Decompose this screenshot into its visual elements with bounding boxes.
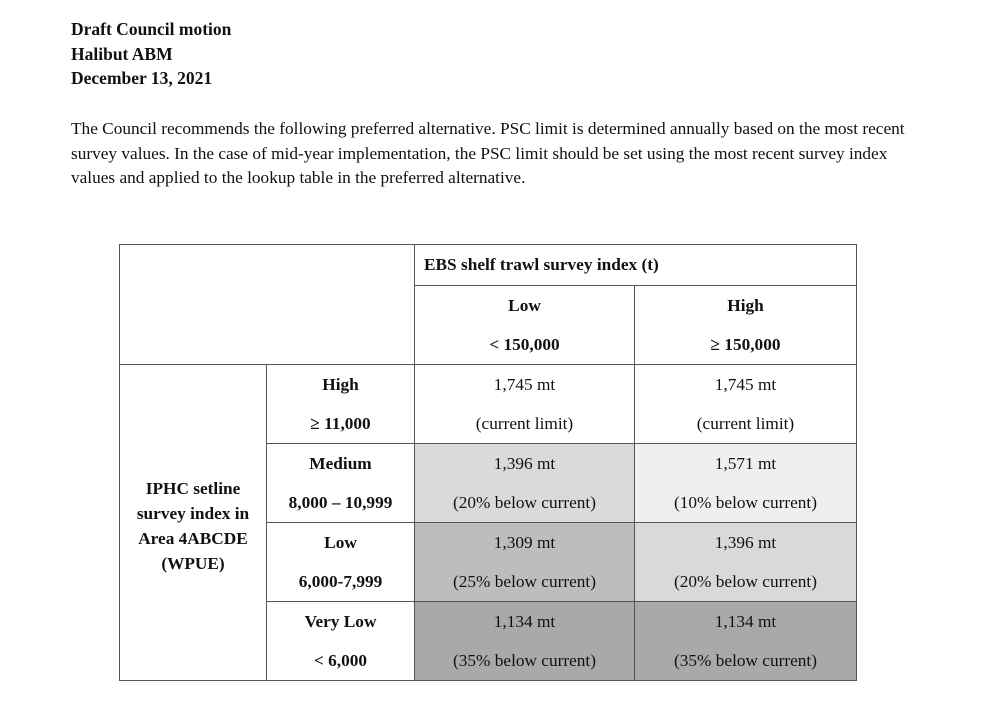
doc-subject: Halibut ABM <box>71 43 173 64</box>
iphc-row-label: Very Low <box>304 612 377 631</box>
psc-limit-cell <box>415 444 635 523</box>
psc-limit-cell <box>635 365 857 444</box>
psc-limit-note: (current limit) <box>696 414 795 433</box>
ebs-col-range: < 150,000 <box>489 335 560 354</box>
table-row <box>120 365 857 444</box>
iphc-row-header <box>267 523 415 602</box>
ebs-col-low-header <box>415 286 635 365</box>
psc-limit-cell <box>635 602 857 681</box>
psc-limit-note: (25% below current) <box>453 572 596 591</box>
iphc-row-range: < 6,000 <box>313 651 368 670</box>
iphc-row-header <box>267 602 415 681</box>
ebs-col-label: Low <box>508 296 541 315</box>
psc-limit-value: 1,571 mt <box>714 454 777 473</box>
psc-limit-note: (20% below current) <box>453 493 596 512</box>
iphc-row-range: 8,000 – 10,999 <box>288 493 393 512</box>
psc-limit-note: (20% below current) <box>674 572 817 591</box>
iphc-index-label: IPHC setline survey index in Area 4ABCDE (WPUE) <box>120 365 267 681</box>
psc-limit-note: (35% below current) <box>453 651 596 670</box>
iphc-row-label: Medium <box>309 454 372 473</box>
doc-date: December 13, 2021 <box>71 68 213 88</box>
psc-limit-note: (10% below current) <box>674 493 817 512</box>
iphc-row-range: ≥ 11,000 <box>310 414 371 433</box>
psc-limit-value: 1,745 mt <box>493 375 556 394</box>
psc-limit-value: 1,396 mt <box>493 454 556 473</box>
psc-lookup-table <box>119 244 857 681</box>
psc-limit-note: (35% below current) <box>674 651 817 670</box>
document-header <box>71 17 231 91</box>
psc-limit-cell <box>415 523 635 602</box>
iphc-row-label: Low <box>324 533 357 552</box>
psc-limit-cell <box>415 602 635 681</box>
psc-limit-note: (current limit) <box>475 414 574 433</box>
ebs-col-high-header <box>635 286 857 365</box>
psc-limit-value: 1,134 mt <box>493 612 556 631</box>
psc-limit-value: 1,309 mt <box>493 533 556 552</box>
ebs-col-label: High <box>727 296 764 315</box>
table-header-row <box>120 245 857 286</box>
iphc-row-header <box>267 365 415 444</box>
table-corner-cell <box>120 245 415 365</box>
psc-limit-value: 1,134 mt <box>714 612 777 631</box>
doc-title: Draft Council motion <box>71 19 232 39</box>
psc-limit-cell <box>415 365 635 444</box>
ebs-col-range: ≥ 150,000 <box>710 335 781 354</box>
psc-limit-value: 1,745 mt <box>714 375 777 394</box>
psc-limit-cell <box>635 444 857 523</box>
intro-paragraph: The Council recommends the following preferred alternative. PSC limit is determined annually based on the most recent survey values. In the case of mid-year implementation, the PSC limit should be set using the most recent survey index values and applied to the lookup table in the preferred alternative. <box>71 119 905 187</box>
psc-limit-value: 1,396 mt <box>714 533 777 552</box>
iphc-row-range: 6,000-7,999 <box>298 572 383 591</box>
psc-limit-cell <box>635 523 857 602</box>
ebs-index-title: EBS shelf trawl survey index (t) <box>415 245 857 286</box>
iphc-row-header <box>267 444 415 523</box>
iphc-row-label: High <box>322 375 359 394</box>
